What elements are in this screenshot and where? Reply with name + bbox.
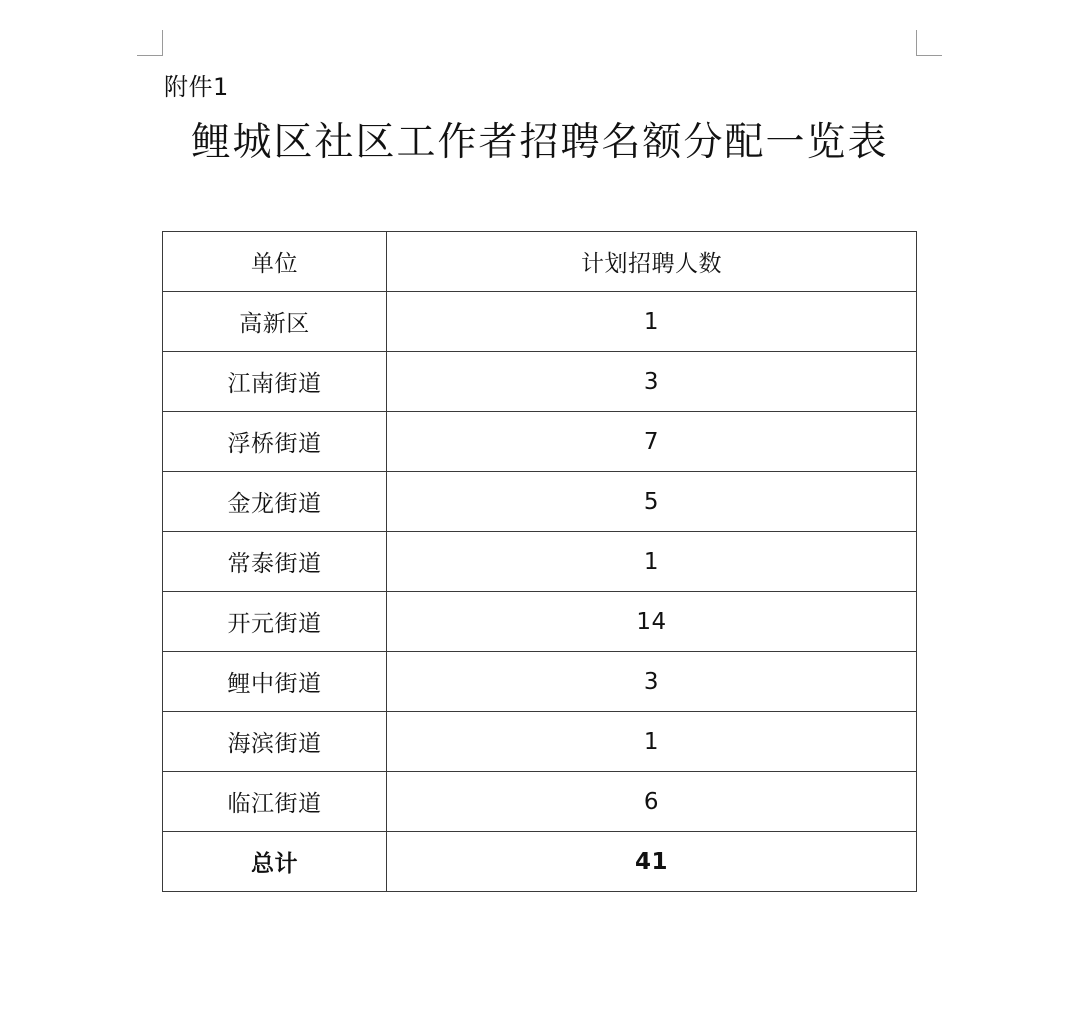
unit-cell: 临江街道 <box>163 772 387 832</box>
count-cell: 1 <box>387 292 917 352</box>
unit-cell: 开元街道 <box>163 592 387 652</box>
count-cell: 3 <box>387 652 917 712</box>
table-row <box>163 472 917 532</box>
count-cell: 5 <box>387 472 917 532</box>
table-row <box>163 652 917 712</box>
page-corner-mark-top-left <box>137 30 163 56</box>
page-corner-mark-top-right <box>916 30 942 56</box>
table-row <box>163 532 917 592</box>
total-label-cell: 总计 <box>163 832 387 892</box>
count-cell: 1 <box>387 532 917 592</box>
table-row <box>163 412 917 472</box>
count-cell: 6 <box>387 772 917 832</box>
table-row <box>163 352 917 412</box>
unit-cell: 江南街道 <box>163 352 387 412</box>
unit-cell: 鲤中街道 <box>163 652 387 712</box>
column-header-unit: 单位 <box>163 232 387 292</box>
count-cell: 1 <box>387 712 917 772</box>
count-cell: 3 <box>387 352 917 412</box>
table-header-row <box>163 232 917 292</box>
column-header-planned-count: 计划招聘人数 <box>387 232 917 292</box>
unit-cell: 金龙街道 <box>163 472 387 532</box>
unit-cell: 常泰街道 <box>163 532 387 592</box>
unit-cell: 高新区 <box>163 292 387 352</box>
allocation-table <box>162 231 917 892</box>
table-row <box>163 772 917 832</box>
table-row <box>163 292 917 352</box>
count-cell: 7 <box>387 412 917 472</box>
unit-cell: 浮桥街道 <box>163 412 387 472</box>
total-row <box>163 832 917 892</box>
total-count-cell: 41 <box>387 832 917 892</box>
document-title: 鲤城区社区工作者招聘名额分配一览表 <box>191 120 889 165</box>
table-row <box>163 592 917 652</box>
table-row <box>163 712 917 772</box>
unit-cell: 海滨街道 <box>163 712 387 772</box>
count-cell: 14 <box>387 592 917 652</box>
attachment-label: 附件1 <box>164 73 229 101</box>
